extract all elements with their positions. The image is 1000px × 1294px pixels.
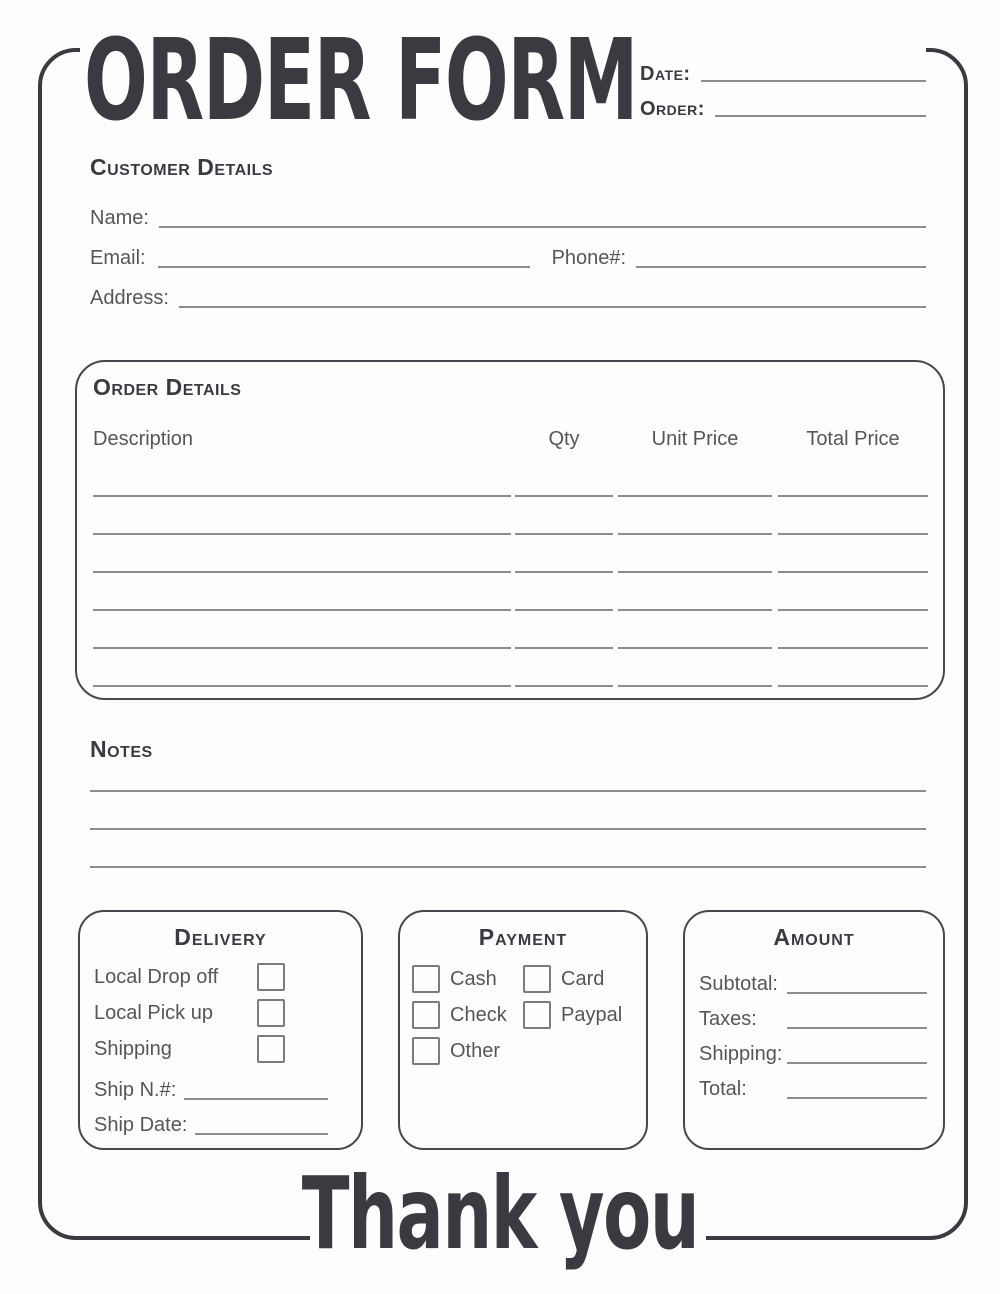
ship-date-label: Ship Date: xyxy=(94,1114,188,1136)
delivery-option-row xyxy=(94,959,347,995)
ship-date-field-row xyxy=(94,1102,328,1137)
paypal-label: Paypal xyxy=(561,1004,623,1026)
notes-heading: Notes xyxy=(90,736,153,762)
email-input-line[interactable] xyxy=(158,250,530,268)
shipping-option-label: Shipping xyxy=(94,1038,172,1060)
other-checkbox[interactable] xyxy=(412,1037,440,1065)
order-table-row xyxy=(77,649,943,687)
amount-rows xyxy=(699,961,927,1101)
order-cell-line[interactable] xyxy=(515,685,613,687)
local-drop-off-label: Local Drop off xyxy=(94,966,219,988)
taxes-field-row xyxy=(699,996,927,1031)
other-label: Other xyxy=(450,1040,501,1062)
order-table-row xyxy=(77,497,943,535)
shipping-input-line[interactable] xyxy=(787,1046,927,1064)
subtotal-field-row xyxy=(699,961,927,996)
payment-option-row xyxy=(412,961,523,997)
notes-line[interactable] xyxy=(90,830,926,868)
payment-heading: Payment xyxy=(478,924,568,950)
payment-options-right xyxy=(523,961,634,1069)
ship-number-label: Ship N.#: xyxy=(94,1079,177,1101)
order-table-row xyxy=(77,611,943,649)
name-label: Name: xyxy=(90,207,149,229)
delivery-option-row xyxy=(94,1031,347,1067)
payment-option-row xyxy=(523,961,634,997)
order-table-row xyxy=(77,459,943,497)
column-unit-price: Unit Price xyxy=(651,428,739,450)
payment-option-row xyxy=(412,1033,523,1069)
amount-heading: Amount xyxy=(773,924,855,950)
paypal-checkbox[interactable] xyxy=(523,1001,551,1029)
address-input-line[interactable] xyxy=(179,290,926,308)
order-cell-line[interactable] xyxy=(778,685,928,687)
phone-label: Phone#: xyxy=(551,247,627,269)
taxes-input-line[interactable] xyxy=(787,1011,927,1029)
local-pick-up-label: Local Pick up xyxy=(94,1002,213,1024)
delivery-box xyxy=(78,910,363,1150)
order-details-box xyxy=(75,360,945,700)
delivery-option-row xyxy=(94,995,347,1031)
ship-number-field-row xyxy=(94,1067,328,1102)
taxes-label: Taxes: xyxy=(699,1008,757,1030)
phone-input-line[interactable] xyxy=(636,250,926,268)
shipping-field-row xyxy=(699,1031,927,1066)
local-pick-up-checkbox[interactable] xyxy=(257,999,285,1027)
column-description: Description xyxy=(93,428,194,450)
order-cell-line[interactable] xyxy=(618,685,772,687)
payment-option-row xyxy=(412,997,523,1033)
order-number-input-line[interactable] xyxy=(715,99,926,117)
notes-lines xyxy=(90,754,926,868)
subtotal-label: Subtotal: xyxy=(699,973,778,995)
page-title: ORDER FORM xyxy=(84,16,638,146)
shipping-cost-label: Shipping: xyxy=(699,1043,783,1065)
shipping-option-checkbox[interactable] xyxy=(257,1035,285,1063)
total-field-row xyxy=(699,1066,927,1101)
check-label: Check xyxy=(450,1004,507,1026)
order-table-row xyxy=(77,573,943,611)
local-drop-off-checkbox[interactable] xyxy=(257,963,285,991)
card-label: Card xyxy=(561,968,605,990)
payment-options-left xyxy=(412,961,523,1069)
notes-line[interactable] xyxy=(90,754,926,792)
email-phone-field-row xyxy=(90,244,926,270)
total-label: Total: xyxy=(699,1078,747,1100)
date-input-line[interactable] xyxy=(701,64,926,82)
delivery-options xyxy=(94,959,347,1137)
address-field-row xyxy=(90,284,926,310)
ship-date-input-line[interactable] xyxy=(195,1117,328,1135)
check-checkbox[interactable] xyxy=(412,1001,440,1029)
payment-options xyxy=(412,961,634,1069)
order-table-rows xyxy=(77,459,943,687)
notes-line[interactable] xyxy=(90,792,926,830)
cash-checkbox[interactable] xyxy=(412,965,440,993)
ship-number-input-line[interactable] xyxy=(184,1082,328,1100)
name-field-row xyxy=(90,204,926,230)
header-fields xyxy=(640,58,926,128)
cash-label: Cash xyxy=(450,968,497,990)
date-label: Date: xyxy=(640,63,691,85)
order-cell-line[interactable] xyxy=(93,685,511,687)
customer-details-heading: Customer Details xyxy=(90,154,274,180)
amount-box xyxy=(683,910,945,1150)
delivery-heading: Delivery xyxy=(174,924,267,950)
email-label: Email: xyxy=(90,247,146,269)
payment-box xyxy=(398,910,648,1150)
date-field-row xyxy=(640,58,926,84)
name-input-line[interactable] xyxy=(159,210,926,228)
address-label: Address: xyxy=(90,287,169,309)
payment-option-row xyxy=(523,997,634,1033)
subtotal-input-line[interactable] xyxy=(787,976,927,994)
order-table-row xyxy=(77,535,943,573)
column-total-price: Total Price xyxy=(806,428,900,450)
card-checkbox[interactable] xyxy=(523,965,551,993)
order-number-field-row xyxy=(640,93,926,119)
total-input-line[interactable] xyxy=(787,1081,927,1099)
order-details-heading: Order Details xyxy=(93,374,242,400)
column-qty: Qty xyxy=(548,428,580,450)
order-number-label: Order: xyxy=(640,98,705,120)
thank-you-text: Thank you xyxy=(301,1155,699,1272)
